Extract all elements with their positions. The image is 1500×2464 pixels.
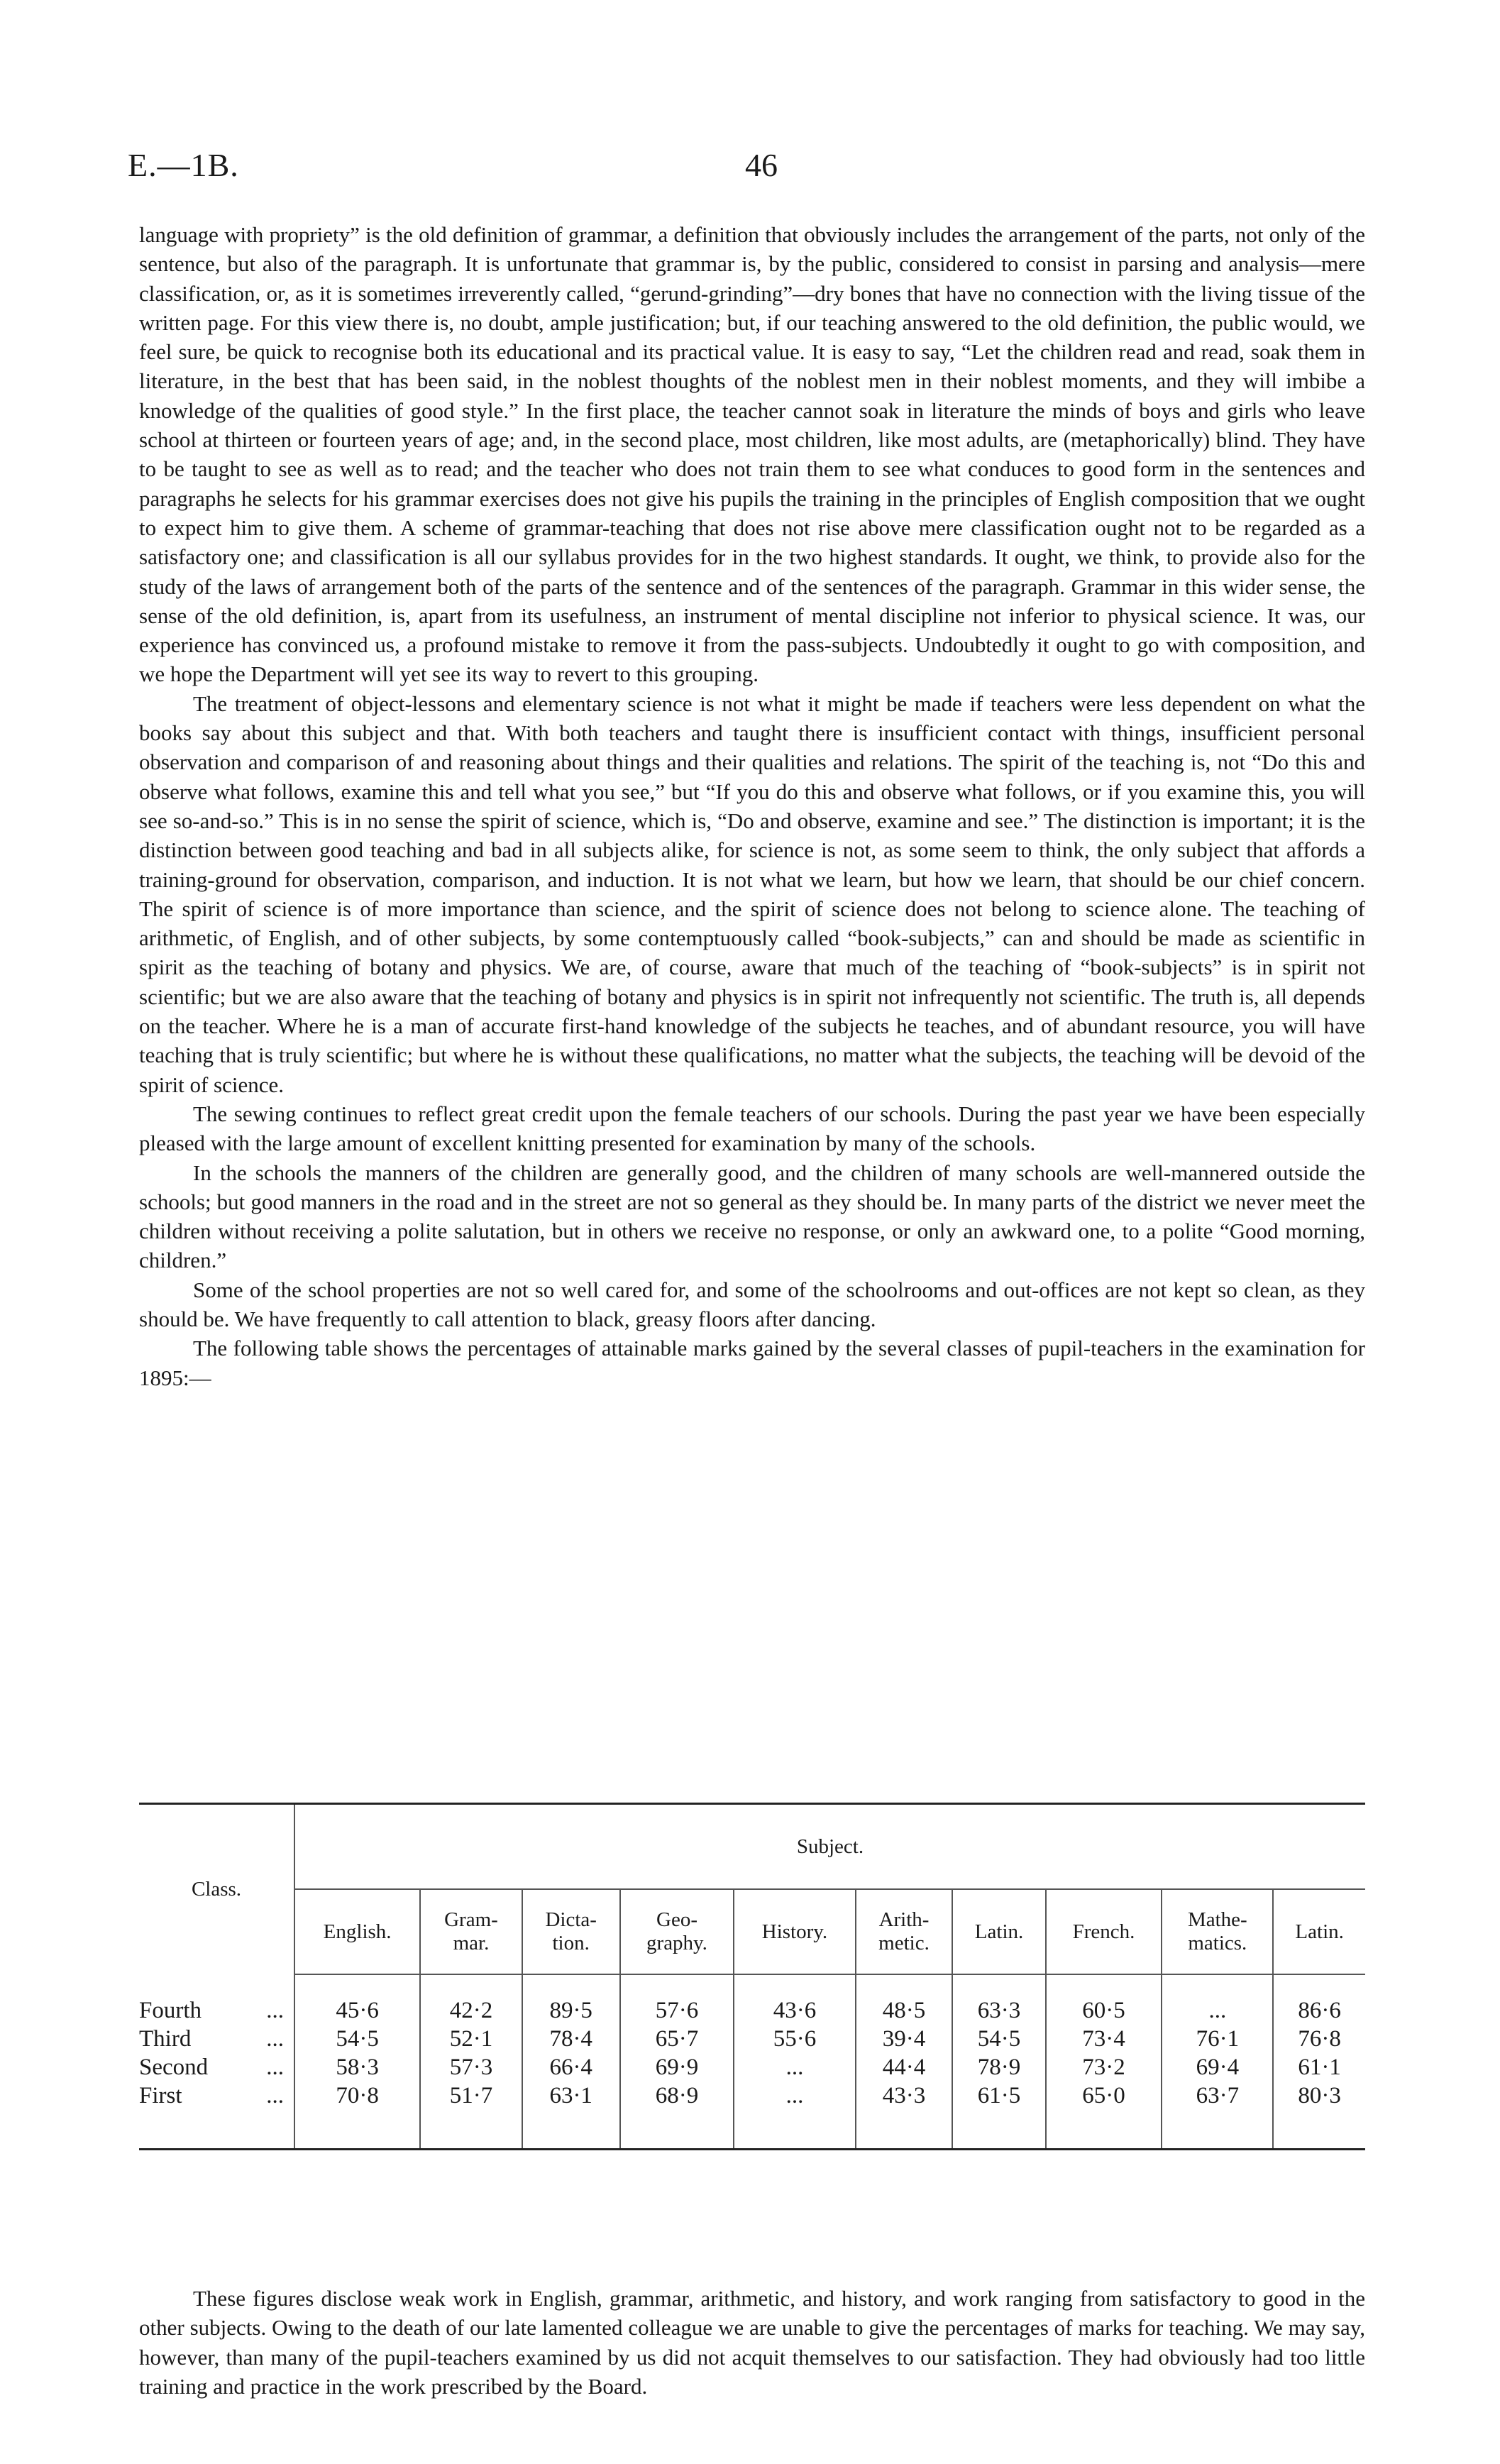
document-reference: E.—1B. — [128, 147, 239, 183]
class-cell — [139, 2081, 294, 2150]
score-cell: 78·4 — [522, 2025, 620, 2053]
score-cell: 42·2 — [420, 1996, 522, 2025]
score-cell: 66·4 — [522, 2053, 620, 2081]
score-cell: 69·4 — [1162, 2053, 1273, 2081]
score-cell: 70·8 — [294, 2081, 420, 2150]
score-cell: 51·7 — [420, 2081, 522, 2150]
table-row — [139, 1996, 1365, 2025]
score-cell: 60·5 — [1046, 1996, 1162, 2025]
paragraph-school-properties: Some of the school properties are not so well cared for, and some of the schoolrooms and out-offices are not kept so clean, as they should be. We have frequently to call attention to black, greasy floors after dancing. — [139, 1277, 1365, 1331]
score-cell: 43·6 — [734, 1996, 855, 2025]
paragraph-grammar: language with propriety” is the old definition of grammar, a definition that obviously includes the arrangement of the parts, not only of the sentence, but also of the paragraph. It is unfortunate that grammar is, by the public, considered to consist in parsing and analysis—mere classification, or, as it is sometimes irreverently called, “gerund-grinding”—dry bones that have no connection with the living tissue of the written page. For this view there is, no doubt, ample justification; but, if our teaching answered to the old definition, the public would, we feel sure, be quick to recognise both its educational and its practical value. It is easy to say, “Let the children read and read, soak them in literature, in the best that has been said, in the noblest thoughts of the noblest men in their noblest moments, and they will imbibe a knowledge of the qualities of good style.” In the first place, the teacher cannot soak in literature the minds of boys and girls who leave school at thirteen or fourteen years of age; and, in the second place, most children, like most adults, are (metaphorically) blind. They have to be taught to see as well as to read; and the teacher who does not train them to see what conduces to good form in the sentences and paragraphs he selects for his grammar exercises does not give his pupils the training in the principles of English composition that we ought to expect him to give them. A scheme of grammar-teaching that does not rise above mere classification ought not to be regarded as a satisfactory one; and classification is all our syllabus provides for in the two highest standards. It ought, we think, to provide also for the study of the laws of arrangement both of the parts of the sentence and of the sentences of the paragraph. Grammar in this wider sense, the sense of the old definition, is, apart from its usefulness, an instrument of mental discipline not inferior to physical science. It was, our experience has convinced us, a profound mistake to remove it from the pass-subjects. Undoubtedly it ought to go with composition, and we hope the Department will yet see its way to revert to this grouping. — [139, 222, 1365, 687]
leader-dots: ... — [266, 2025, 284, 2052]
column-header: French. — [1046, 1889, 1162, 1974]
class-label: Fourth — [139, 1997, 202, 2023]
column-header: Gram- mar. — [420, 1889, 522, 1974]
score-cell: 57·3 — [420, 2053, 522, 2081]
score-cell: 54·5 — [294, 2025, 420, 2053]
score-cell: 65·7 — [620, 2025, 734, 2053]
score-cell: 57·6 — [620, 1996, 734, 2025]
paragraph-manners: In the schools the manners of the children are generally good, and the children of many schools are well-mannered outside the schools; but good manners in the road and in the street are not so general as they should be. In many parts of the district we never meet the children without receiving a polite salutation, but in others we receive no response, or only an awkward one, to a polite “Good morning, children.” — [139, 1160, 1365, 1273]
score-cell: ... — [1162, 1996, 1273, 2025]
score-cell: 76·8 — [1298, 2025, 1341, 2052]
class-label: Second — [139, 2054, 209, 2080]
column-header: Mathe- matics. — [1162, 1889, 1273, 1974]
score-cell: 63·1 — [522, 2081, 620, 2150]
leader-dots: ... — [266, 1997, 284, 2023]
table-row — [139, 2025, 1365, 2053]
score-cell: 61·1 — [1298, 2054, 1341, 2080]
score-cell: 65·0 — [1046, 2081, 1162, 2150]
table-row — [139, 2081, 1365, 2150]
score-cell: 55·6 — [734, 2025, 855, 2053]
score-cell: 52·1 — [420, 2025, 522, 2053]
score-cell: 45·6 — [294, 1996, 420, 2025]
score-cell: 63·7 — [1162, 2081, 1273, 2150]
paragraph-sewing: The sewing continues to reflect great credit upon the female teachers of our schools. During the past year we have been especially pleased with the large amount of excellent knitting presented for examination by many of the schools. — [139, 1101, 1365, 1156]
score-cell: 73·2 — [1046, 2053, 1162, 2081]
score-cell: 39·4 — [856, 2025, 953, 2053]
closing-text — [139, 2284, 1365, 2401]
column-header: History. — [734, 1889, 855, 1974]
page-number: 46 — [745, 147, 778, 183]
score-cell: 43·3 — [856, 2081, 953, 2150]
class-cell — [139, 2053, 294, 2081]
page-header — [125, 146, 1374, 189]
score-cell: 69·9 — [620, 2053, 734, 2081]
class-label: First — [139, 2082, 182, 2108]
score-cell: 61·5 — [952, 2081, 1045, 2150]
score-cell: ... — [734, 2081, 855, 2150]
score-cell: 63·3 — [952, 1996, 1045, 2025]
score-cell: 73·4 — [1046, 2025, 1162, 2053]
marks-table — [139, 1803, 1365, 2150]
score-cell: 58·3 — [294, 2053, 420, 2081]
score-cell: 76·1 — [1162, 2025, 1273, 2053]
column-header: Arith- metic. — [856, 1889, 953, 1974]
paragraph-table-intro: The following table shows the percentages of attainable marks gained by the several classes of pupil-teachers in the examination for 1895:— — [139, 1336, 1365, 1390]
score-cell: 48·5 — [856, 1996, 953, 2025]
class-label: Third — [139, 2025, 192, 2052]
column-header: English. — [294, 1889, 420, 1974]
column-header-row — [139, 1889, 1365, 1974]
score-cell: 86·6 — [1298, 1997, 1341, 2023]
spacer-row — [139, 1974, 1365, 1996]
subject-header: Subject. — [294, 1804, 1365, 1890]
table-body — [139, 1974, 1365, 2150]
score-cell: 44·4 — [856, 2053, 953, 2081]
class-cell — [139, 2025, 294, 2053]
class-column-header: Class. — [139, 1804, 294, 1975]
column-header: Geo- graphy. — [620, 1889, 734, 1974]
column-header: Latin. — [1273, 1889, 1365, 1974]
body-text — [139, 220, 1365, 1392]
paragraph-figures: These figures disclose weak work in English, grammar, arithmetic, and history, and work ranging from satisfactory to good in the other subjects. Owing to the death of our late lamented colleague we are unable to give the percentages of marks for teaching. We may say, however, than many of the pupil-teachers examined by us did not acquit themselves to our satisfaction. They had obviously had too little training and practice in the work prescribed by the Board. — [139, 2286, 1365, 2399]
class-cell — [139, 1996, 294, 2025]
leader-dots: ... — [266, 2054, 284, 2080]
score-cell: 78·9 — [952, 2053, 1045, 2081]
score-cell: 68·9 — [620, 2081, 734, 2150]
table-row — [139, 2053, 1365, 2081]
paragraph-object-lessons: The treatment of object-lessons and elementary science is not what it might be made if teachers were less dependent on what the books say about this subject and that. With both teachers and taught there is insufficient contact with things, insufficient personal observation and comparison of and reasoning about things and their qualities and relations. The spirit of the teaching is, not “Do this and observe what follows, examine this and tell what you see,” but “If you do this and observe what follows, or if you examine this, you will see so-and-so.” This is in no sense the spirit of science, which is, “Do and observe, examine and see.” The distinction is important; it is the distinction between good teaching and bad in all subjects alike, for science is not, as some seem to think, the only subject that affords a training-ground for observation, comparison, and induction. It is not what we learn, but how we learn, that should be our chief concern. The spirit of science is of more importance than science, and the spirit of science does not belong to science alone. The teaching of arithmetic, of English, and of other subjects, by some contemptuously called “book-subjects,” can and should be made as scientific in spirit as the teaching of botany and physics. We are, of course, aware that much of the teaching of “book-subjects” is in spirit not scientific; but we are also aware that the teaching of botany and physics is in spirit not infrequently not scientific. The truth is, all depends on the teacher. Where he is a man of accurate first-hand knowledge of the subjects he teaches, and of abundant resource, you will have teaching that is truly scientific; but where he is without these qualifications, no matter what the subjects, the teaching will be devoid of the spirit of science. — [139, 691, 1365, 1097]
leader-dots: ... — [266, 2082, 284, 2108]
column-header: Dicta- tion. — [522, 1889, 620, 1974]
column-header: Latin. — [952, 1889, 1045, 1974]
score-cell: 80·3 — [1298, 2082, 1341, 2108]
score-cell: 89·5 — [522, 1996, 620, 2025]
score-cell: ... — [734, 2053, 855, 2081]
score-cell: 54·5 — [952, 2025, 1045, 2053]
